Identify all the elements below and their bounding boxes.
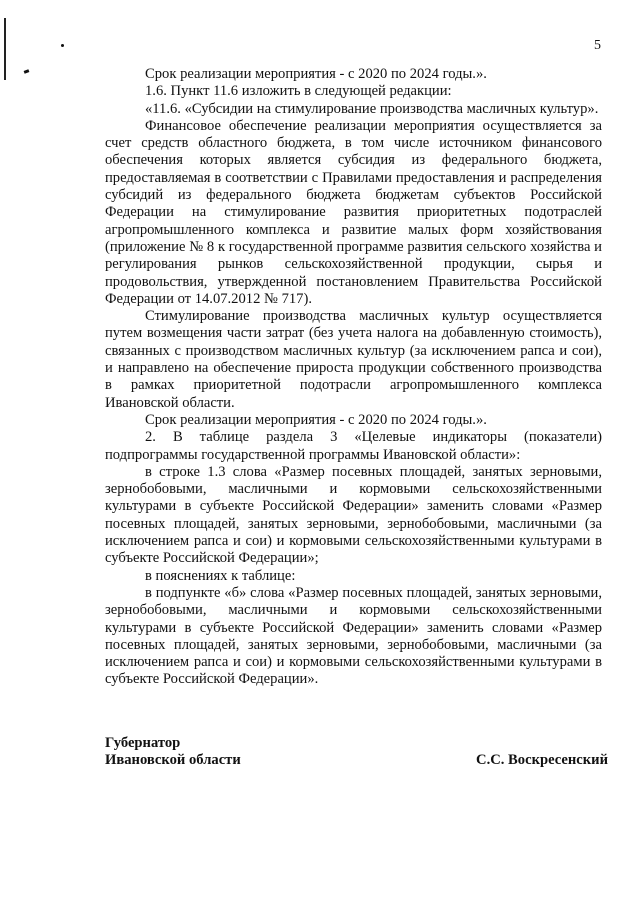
paragraph: в пояснениях к таблице:: [145, 567, 296, 584]
paragraph: 2. В таблице раздела 3 «Целевые индикаторы (показатели) подпрограммы государственной программы Ивановской области»:: [105, 429, 602, 463]
signatory-title: Губернатор: [105, 735, 181, 751]
document-body: [105, 66, 602, 689]
binding-edge-mark: [4, 18, 6, 80]
signature-row: [105, 752, 608, 769]
scan-artifact: [61, 44, 64, 47]
page-number: 5: [594, 38, 601, 53]
signatory-name: С.С. Воскресенский: [476, 752, 608, 768]
scan-artifact: [24, 69, 30, 74]
paragraph: Стимулирование производства масличных культур осуществляется путем возмещения части затрат (без учета налога на добавленную стоимость), связанных с производством масличных культур (за исключением рапса и сои), и направлено на обеспечение прироста продукции собственного производства в рамках приоритетной подотрасли агропромышленного комплекса Ивановской области.: [105, 308, 602, 411]
signature-block: [105, 735, 608, 769]
paragraph: Срок реализации мероприятия - с 2020 по 2024 годы.».: [145, 66, 487, 82]
paragraph: Финансовое обеспечение реализации мероприятия осуществляется за счет средств областного бюджета, в том числе источником финансового обеспечения которых является субсидия из федерального бюджета, предоставляемая в соответствии с Правилами предоставления и распределения субсидий из федерального бюджета бюджетам субъектов Российской Федерации на стимулирование развития приоритетных подотраслей агропромышленного комплекса и развитие малых форм хозяйствования (приложение № 8 к государственной программе развития сельского хозяйства и регулирования рынков сельскохозяйственной продукции, сырья и продовольствия, утвержденной постановлением Правительства Российской Федерации от 14.07.2012 № 717).: [105, 117, 602, 307]
paragraph: в подпункте «б» слова «Размер посевных площадей, занятых зерновыми, зернобобовыми, масличными и кормовыми сельскохозяйственными культурами в субъекте Российской Федерации» заменить словами «Размер посевных площадей, занятых зерновыми, зернобобовыми, масличными (за исключением рапса и сои) и кормовыми сельскохозяйственными культурами в субъекте Российской Федерации».: [105, 584, 602, 688]
paragraph: Срок реализации мероприятия - с 2020 по 2024 годы.».: [145, 411, 487, 428]
signatory-region: Ивановской области: [105, 752, 241, 768]
paragraph: в строке 1.3 слова «Размер посевных площадей, занятых зерновыми, зернобобовыми, масличными и кормовыми сельскохозяйственными культурами в субъекте Российской Федерации» заменить словами «Размер посевных площадей, занятых зерновыми, зернобобовыми, масличными (за исключением рапса и сои) и кормовыми сельскохозяйственными культурами в субъекте Российской Федерации»;: [105, 463, 602, 567]
paragraph: «11.6. «Субсидии на стимулирование производства масличных культур».: [145, 100, 599, 117]
paragraph: 1.6. Пункт 11.6 изложить в следующей редакции:: [145, 83, 452, 100]
